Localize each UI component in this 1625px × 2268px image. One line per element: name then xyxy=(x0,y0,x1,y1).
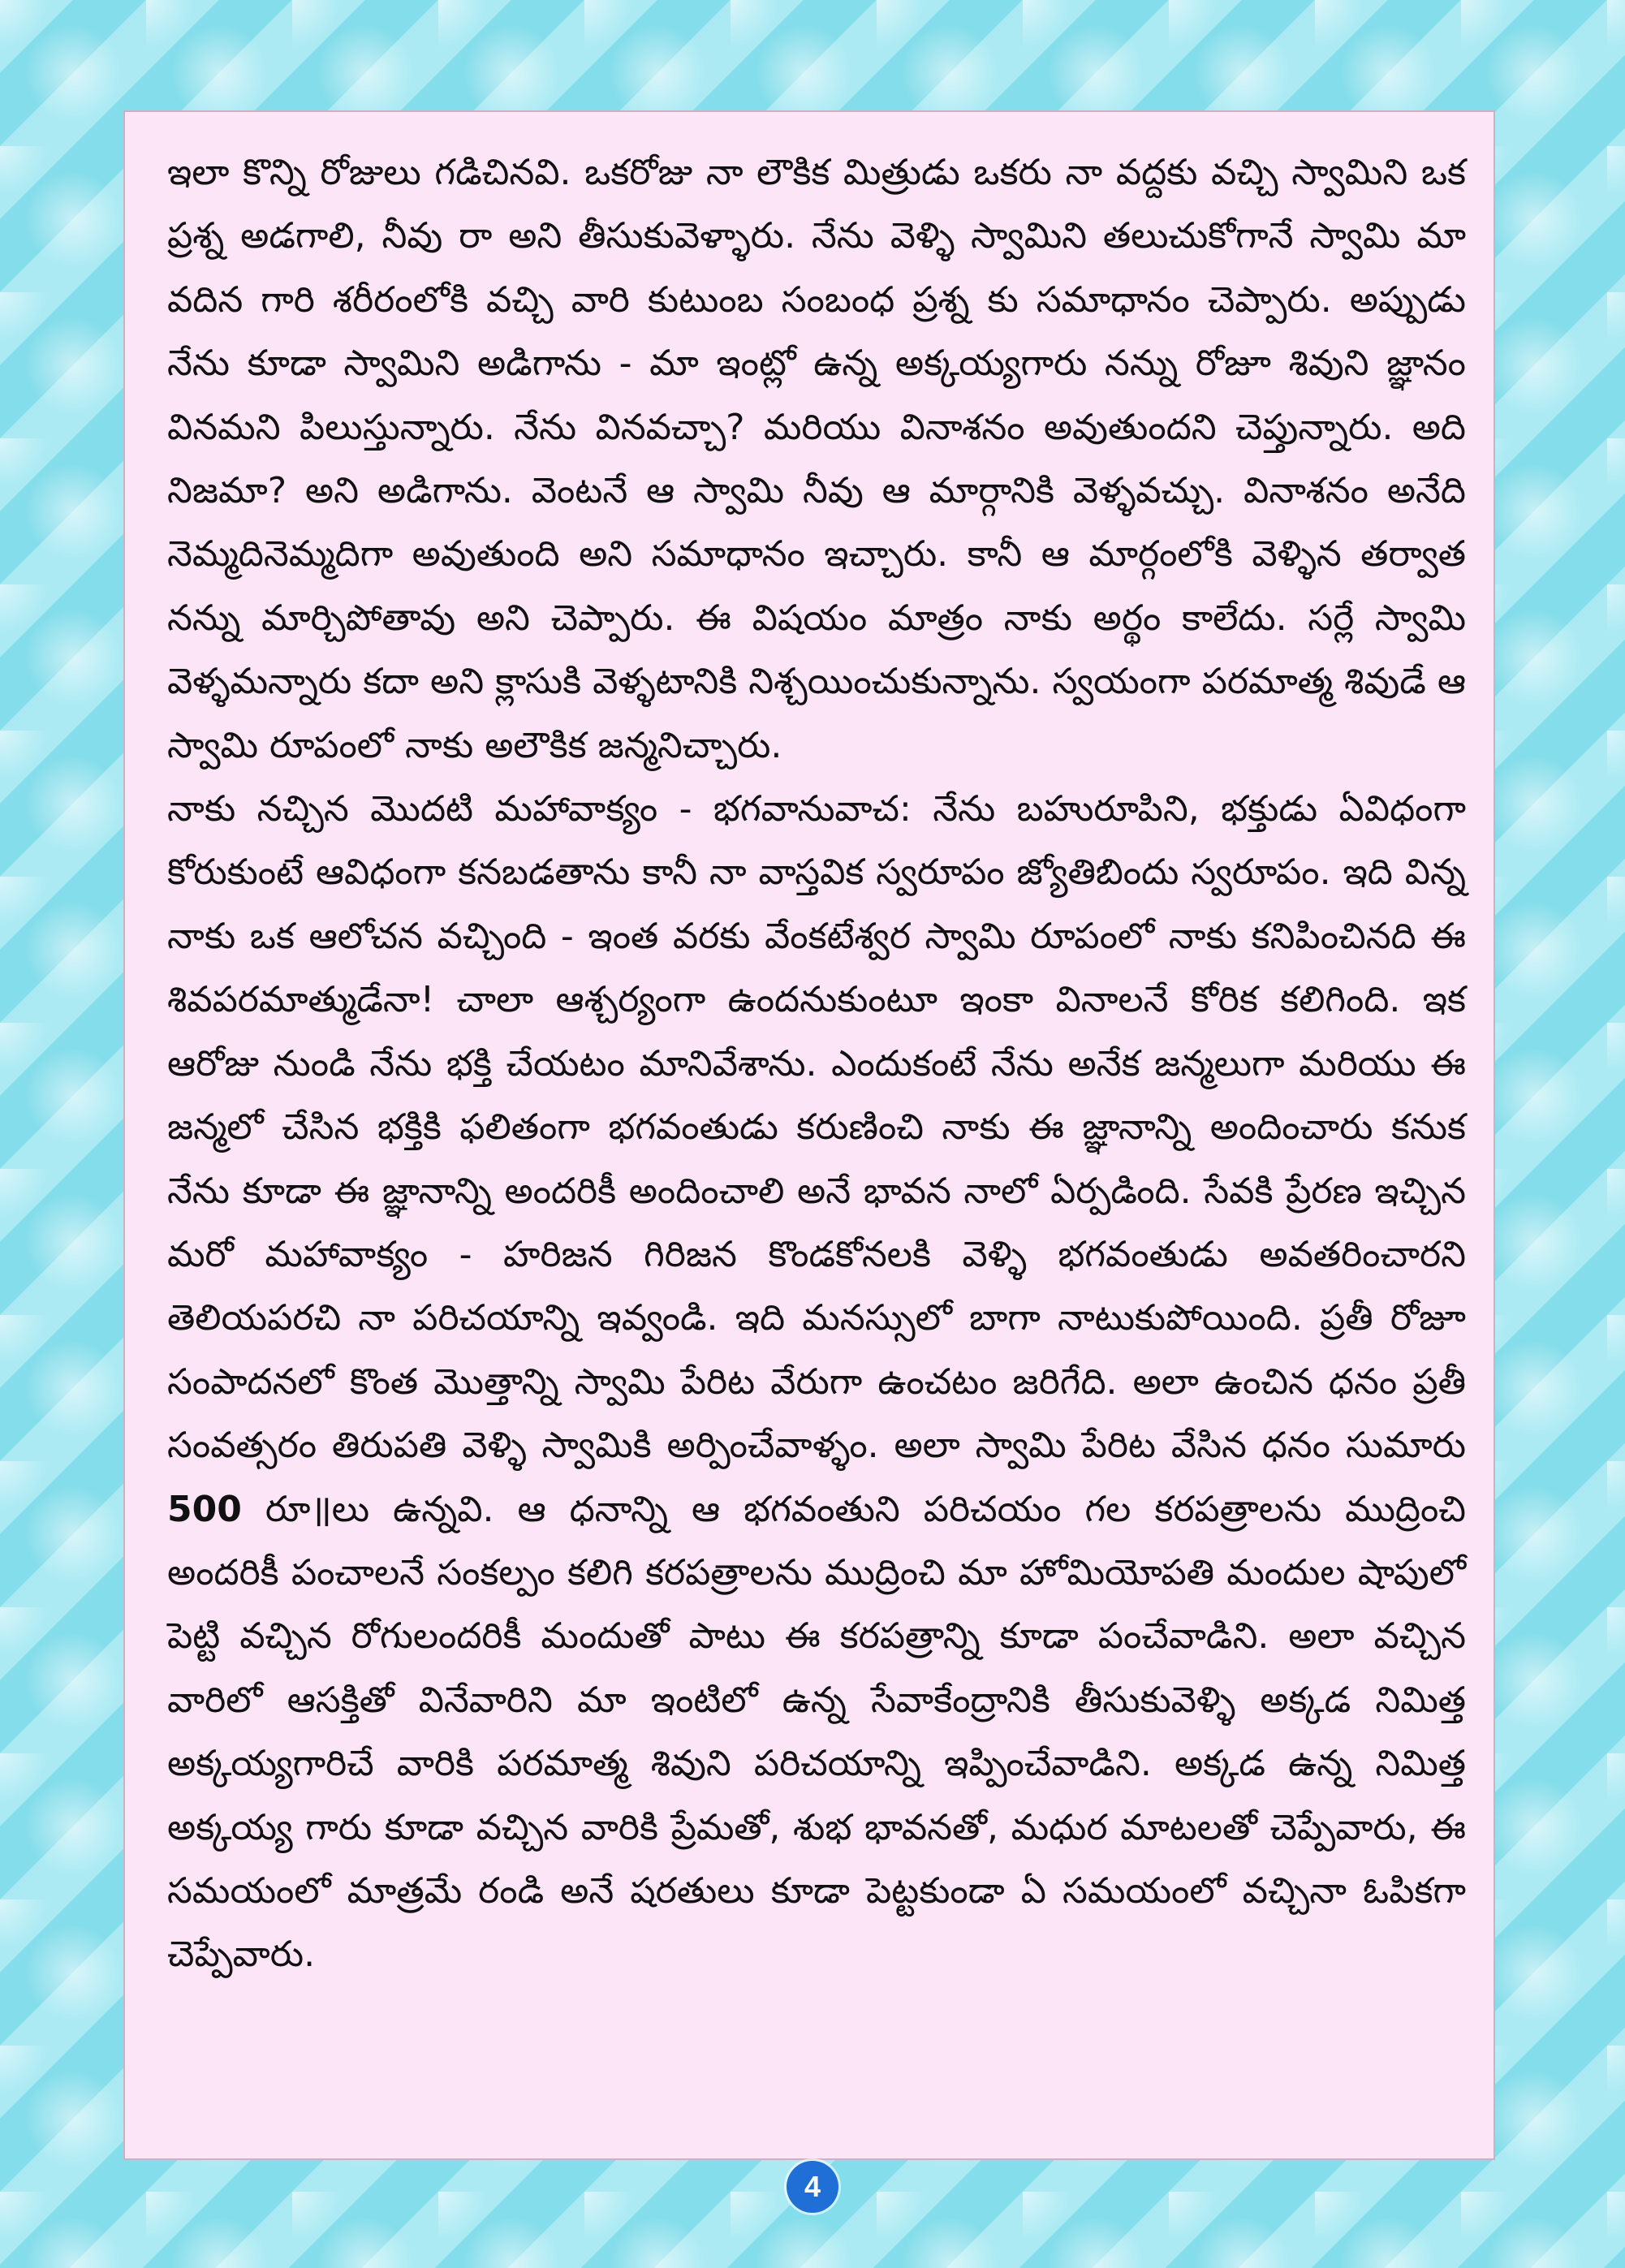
paragraph-2 xyxy=(167,778,1466,1987)
paragraph-1: ఇలా కొన్ని రోజులు గడిచినవి. ఒకరోజు నా లౌకిక మిత్రుడు ఒకరు నా వద్దకు వచ్చి స్వామిని ఒక ప్రశ్న అడగాలి, నీవు రా అని తీసుకువెళ్ళారు. నేను వెళ్ళి స్వామిని తలుచుకోగానే స్వామి మా వదిన గారి శరీరంలోకి వచ్చి వారి కుటుంబ సంబంధ ప్రశ్న కు సమాధానం చెప్పారు. అప్పుడు నేను కూడా స్వామిని అడిగాను - మా ఇంట్లో ఉన్న అక్కయ్యగారు నన్ను రోజూ శివుని జ్ఞానం వినమని పిలుస్తున్నారు. నేను వినవచ్చా? మరియు వినాశనం అవుతుందని చెప్తున్నారు. అది నిజమా? అని అడిగాను. వెంటనే ఆ స్వామి నీవు ఆ మార్గానికి వెళ్ళవచ్చు. వినాశనం అనేది నెమ్మదినెమ్మదిగా అవుతుంది అని సమాధానం ఇచ్చారు. కానీ ఆ మార్గంలోకి వెళ్ళిన తర్వాత నన్ను మార్చిపోతావు అని చెప్పారు. ఈ విషయం మాత్రం నాకు అర్థం కాలేదు. సర్లే స్వామి వెళ్ళమన్నారు కదా అని క్లాసుకి వెళ్ళటానికి నిశ్చయించుకున్నాను. స్వయంగా పరమాత్మ శివుడే ఆ స్వామి రూపంలో నాకు అలౌకిక జన్మనిచ్చారు. xyxy=(167,152,1466,766)
amount-value: 500 xyxy=(167,1488,242,1530)
paragraph-2-text-start: నాకు నచ్చిన మొదటి మహావాక్యం - భగవానువాచ: నేను బహురూపిని, భక్తుడు ఏవిధంగా కోరుకుంటే ఆవిధంగా కనబడతాను కానీ నా వాస్తవిక స్వరూపం జ్యోతిబిందు స్వరూపం. ఇది విన్న నాకు ఒక ఆలోచన వచ్చింది - ఇంత వరకు వేంకటేశ్వర స్వామి రూపంలో నాకు కనిపించినది ఈ శివపరమాత్ముడేనా! చాలా ఆశ్చర్యంగా ఉందనుకుంటూ ఇంకా వినాలనే కోరిక కలిగింది. ఇక ఆరోజు నుండి నేను భక్తి చేయటం మానివేశాను. ఎందుకంటే నేను అనేక జన్మలుగా మరియు ఈ జన్మలో చేసిన భక్తికి ఫలితంగా భగవంతుడు కరుణించి నాకు ఈ జ్ఞానాన్ని అందించారు కనుక నేను కూడా ఈ జ్ఞానాన్ని అందరికీ అందించాలి అనే భావన నాలో ఏర్పడింది. సేవకి ప్రేరణ ఇచ్చిన మరో మహావాక్యం - హరిజన గిరిజన కొండకోనలకి వెళ్ళి భగవంతుడు అవతరించారని తెలియపరచి నా పరిచయాన్ని ఇవ్వండి. ఇది మనస్సులో బాగా నాటుకుపోయింది. ప్రతీ రోజూ సంపాదనలో కొంత మొత్తాన్ని స్వామి పేరిట వేరుగా ఉంచటం జరిగేది. అలా ఉంచిన ధనం ప్రతీ సంవత్సరం తిరుపతి వెళ్ళి స్వామికి అర్పించేవాళ్ళం. అలా స్వామి పేరిట వేసిన ధనం సుమారు xyxy=(167,788,1466,1467)
paragraph-2-text-end: రూ॥లు ఉన్నవి. ఆ ధనాన్ని ఆ భగవంతుని పరిచయం గల కరపత్రాలను ముద్రించి అందరికీ పంచాలనే సంకల్పం కలిగి కరపత్రాలను ముద్రించి మా హోమియోపతి మందుల షాపులో పెట్టి వచ్చిన రోగులందరికీ మందుతో పాటు ఈ కరపత్రాన్ని కూడా పంచేవాడిని. అలా వచ్చిన వారిలో ఆసక్తితో వినేవారిని మా ఇంటిలో ఉన్న సేవాకేంద్రానికి తీసుకువెళ్ళి అక్కడ నిమిత్త అక్కయ్యగారిచే వారికి పరమాత్మ శివుని పరిచయాన్ని ఇప్పించేవాడిని. అక్కడ ఉన్న నిమిత్త అక్కయ్య గారు కూడా వచ్చిన వారికి ప్రేమతో, శుభ భావనతో, మధుర మాటలతో చెప్పేవారు, ఈ సమయంలో మాత్రమే రండి అనే షరతులు కూడా పెట్టకుండా ఏ సమయంలో వచ్చినా ఓపికగా చెప్పేవారు. xyxy=(167,1488,1466,1976)
document-body xyxy=(167,141,1466,1987)
page-number-badge: 4 xyxy=(787,2161,838,2213)
document-page xyxy=(123,110,1495,2160)
